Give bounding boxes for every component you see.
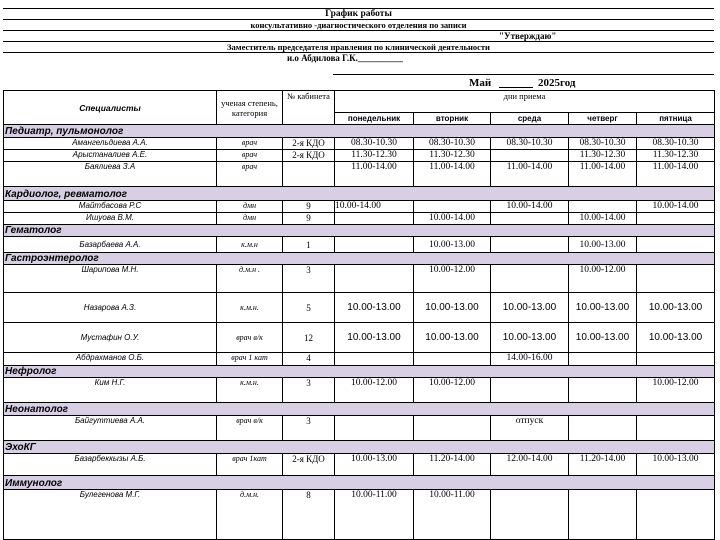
cabinet-number: 12 — [283, 323, 335, 353]
specialist-degree: врач — [217, 138, 283, 150]
approve-label: "Утверждаю" — [499, 31, 557, 41]
time-cell-fri: 11.30-12.30 — [637, 150, 715, 162]
cabinet-number: 9 — [283, 213, 335, 225]
specialist-name: Мустафин О.У. — [4, 323, 217, 353]
time-cell-tue: 11.30-12.30 — [414, 150, 491, 162]
time-cell-tue: 10.00-14.00 — [414, 213, 491, 225]
time-cell-wed: отпуск — [491, 416, 569, 441]
time-cell-thu: 10.00-14.00 — [569, 213, 637, 225]
time-cell-fri — [637, 416, 715, 441]
specialist-degree: врач в/к — [217, 323, 283, 353]
specialists-header: Специалисты — [4, 91, 217, 125]
time-cell-tue: 10.00-13.00 — [414, 293, 491, 323]
section-title: Неонатолог — [4, 403, 715, 416]
specialist-row — [4, 213, 715, 225]
time-cell-thu: 10.00-13.00 — [569, 293, 637, 323]
cabinet-number: 3 — [283, 265, 335, 293]
signatory-name: и.о Абдилова Г.К.__________ — [287, 53, 403, 63]
time-cell-wed — [491, 265, 569, 293]
cabinet-number: 1 — [283, 237, 335, 253]
section-title: ЭхоКГ — [4, 441, 715, 454]
section-row — [4, 225, 715, 237]
time-cell-wed: 10.00-14.00 — [491, 201, 569, 213]
specialist-degree: врач — [217, 162, 283, 187]
time-cell-tue: 11.20-14.00 — [414, 454, 491, 476]
section-row — [4, 187, 715, 201]
time-cell-fri: 10.00-13.00 — [637, 454, 715, 476]
specialist-row — [4, 138, 715, 150]
time-cell-thu — [569, 490, 637, 540]
section-row — [4, 441, 715, 454]
time-cell-wed: 10.00-13.00 — [491, 293, 569, 323]
time-cell-wed — [491, 490, 569, 540]
specialist-row — [4, 265, 715, 293]
time-cell-tue: 10.00-13.00 — [414, 323, 491, 353]
cabinet-number: 2-я КДО — [283, 138, 335, 150]
time-cell-wed: 14.00-16.00 — [491, 353, 569, 366]
time-cell-fri — [637, 490, 715, 540]
time-cell-fri — [637, 353, 715, 366]
specialist-name: Назарова А.З. — [4, 293, 217, 323]
specialist-degree: д.м.н . — [217, 265, 283, 293]
reception-days-header: дни приема — [335, 91, 715, 113]
section-title: Гематолог — [4, 225, 715, 237]
time-cell-mon: 10.00-13.00 — [335, 293, 414, 323]
specialist-name: Арыстаналиев А.Е. — [4, 150, 217, 162]
cabinet-number: 9 — [283, 201, 335, 213]
time-cell-tue: 10.00-12.00 — [414, 265, 491, 293]
specialist-row — [4, 454, 715, 476]
specialist-name: Амангельдиева А.А. — [4, 138, 217, 150]
time-cell-wed: 08.30-10.30 — [491, 138, 569, 150]
time-cell-thu — [569, 201, 637, 213]
cabinet-number: 2-я КДО — [283, 150, 335, 162]
time-cell-fri: 10.00-14.00 — [637, 201, 715, 213]
time-cell-tue: 10.00-11.00 — [414, 490, 491, 540]
specialist-name: Шарипова М.Н. — [4, 265, 217, 293]
specialist-row — [4, 323, 715, 353]
specialist-name: Ишуова В.М. — [4, 213, 217, 225]
time-cell-mon — [335, 213, 414, 225]
time-cell-fri: 10.00-12.00 — [637, 378, 715, 403]
specialist-degree: д.м.н. — [217, 490, 283, 540]
time-cell-fri: 10.00-13.00 — [637, 323, 715, 353]
time-cell-thu: 08.30-10.30 — [569, 138, 637, 150]
time-cell-thu: 11.30-12.30 — [569, 150, 637, 162]
time-cell-mon: 10.00-12.00 — [335, 378, 414, 403]
time-cell-thu — [569, 416, 637, 441]
specialist-name: Майтбасова Р.С — [4, 201, 217, 213]
section-title: Иммунолог — [4, 476, 715, 490]
specialist-row — [4, 150, 715, 162]
specialist-degree: к.м.н — [217, 237, 283, 253]
section-row — [4, 476, 715, 490]
day-header-wed: среда — [491, 113, 569, 125]
specialist-row — [4, 293, 715, 323]
approval-row — [3, 30, 714, 41]
time-cell-tue: 08.30-10.30 — [414, 138, 491, 150]
time-cell-thu: 11.00-14.00 — [569, 162, 637, 187]
time-cell-mon — [335, 353, 414, 366]
section-row — [4, 366, 715, 378]
cabinet-number: 3 — [283, 416, 335, 441]
specialist-degree: врач 1 кат — [217, 353, 283, 366]
cabinet-number: 8 — [283, 490, 335, 540]
section-title: Педиатр, пульмонолог — [4, 125, 715, 138]
specialist-row — [4, 201, 715, 213]
time-cell-wed — [491, 213, 569, 225]
day-header-fri: пятница — [637, 113, 715, 125]
month-underline — [499, 87, 533, 88]
time-cell-mon: 11.00-14.00 — [335, 162, 414, 187]
time-cell-mon — [335, 265, 414, 293]
time-cell-fri — [637, 265, 715, 293]
day-header-tue: вторник — [414, 113, 491, 125]
schedule-title: График работы — [3, 8, 714, 19]
schedule-sheet — [3, 8, 714, 532]
specialist-degree: врач в/к — [217, 416, 283, 441]
time-cell-thu — [569, 378, 637, 403]
specialist-name: Баялиева З.А — [4, 162, 217, 187]
time-cell-thu: 10.00-13.00 — [569, 323, 637, 353]
specialist-row — [4, 416, 715, 441]
cabinet-number — [283, 162, 335, 187]
specialist-name: Ким Н.Г. — [4, 378, 217, 403]
degree-header: ученая степень, категория — [217, 91, 283, 125]
time-cell-tue: 10.00-13.00 — [414, 237, 491, 253]
time-cell-fri: 10.00-13.00 — [637, 293, 715, 323]
section-title: Гастроэнтеролог — [4, 253, 715, 265]
time-cell-wed — [491, 237, 569, 253]
specialist-row — [4, 353, 715, 366]
cabinet-number: 5 — [283, 293, 335, 323]
time-cell-thu: 10.00-13.00 — [569, 237, 637, 253]
time-cell-thu: 11.20-14.00 — [569, 454, 637, 476]
section-title: Нефролог — [4, 366, 715, 378]
time-cell-wed: 12.00-14.00 — [491, 454, 569, 476]
time-cell-thu: 10.00-12.00 — [569, 265, 637, 293]
time-cell-mon: 10.00-13.00 — [335, 454, 414, 476]
specialist-name: Базарбеккызы А.Б. — [4, 454, 217, 476]
specialist-degree: к.м.н. — [217, 378, 283, 403]
specialist-row — [4, 237, 715, 253]
department-name: консультативно -диагностического отделения по записи — [3, 19, 714, 30]
specialist-name: Булегенова М.Г. — [4, 490, 217, 540]
specialist-name: Базарбаева А.А. — [4, 237, 217, 253]
day-header-thu: четверг — [569, 113, 637, 125]
header-row — [4, 91, 715, 113]
cabinet-number: 3 — [283, 378, 335, 403]
specialist-name: Байгуттиева А.А. — [4, 416, 217, 441]
schedule-table — [3, 90, 715, 540]
specialist-row — [4, 490, 715, 540]
cabinet-header: № кабинета — [283, 91, 335, 125]
cabinet-number: 4 — [283, 353, 335, 366]
time-cell-wed — [491, 150, 569, 162]
section-row — [4, 253, 715, 265]
time-cell-fri: 11.00-14.00 — [637, 162, 715, 187]
section-row — [4, 403, 715, 416]
time-cell-tue — [414, 353, 491, 366]
time-cell-fri: 08.30-10.30 — [637, 138, 715, 150]
specialist-degree: врач 1кат — [217, 454, 283, 476]
time-cell-thu — [569, 353, 637, 366]
specialist-row — [4, 162, 715, 187]
specialist-degree: дмн — [217, 213, 283, 225]
specialist-degree: врач — [217, 150, 283, 162]
time-cell-wed: 10.00-13.00 — [491, 323, 569, 353]
specialist-degree: к.м.н. — [217, 293, 283, 323]
time-cell-mon: 10.00-11.00 — [335, 490, 414, 540]
time-cell-wed: 11.00-14.00 — [491, 162, 569, 187]
signatory-row — [3, 52, 714, 75]
cabinet-number: 2-я КДО — [283, 454, 335, 476]
time-cell-wed — [491, 378, 569, 403]
time-cell-tue: 11.00-14.00 — [414, 162, 491, 187]
time-cell-mon: 10.00-14.00 — [335, 201, 414, 213]
month-label: Май — [469, 77, 492, 89]
time-cell-fri — [637, 213, 715, 225]
day-header-mon: понедельник — [335, 113, 414, 125]
time-cell-mon — [335, 416, 414, 441]
year-label: 2025год — [538, 77, 576, 89]
time-cell-mon: 08.30-10.30 — [335, 138, 414, 150]
time-cell-tue — [414, 201, 491, 213]
time-cell-fri — [637, 237, 715, 253]
specialist-degree: дмн — [217, 201, 283, 213]
approver-position: Заместитель председателя правления по клинической деятельности — [3, 41, 714, 52]
specialist-name: Абдрахманов О.Б. — [4, 353, 217, 366]
time-cell-mon — [335, 237, 414, 253]
specialist-row — [4, 378, 715, 403]
time-cell-mon: 11.30-12.30 — [335, 150, 414, 162]
time-cell-tue: 10.00-12.00 — [414, 378, 491, 403]
section-row — [4, 125, 715, 138]
time-cell-mon: 10.00-13.00 — [335, 323, 414, 353]
section-title: Кардиолог, ревматолог — [4, 187, 715, 201]
month-row — [333, 74, 714, 91]
time-cell-tue — [414, 416, 491, 441]
